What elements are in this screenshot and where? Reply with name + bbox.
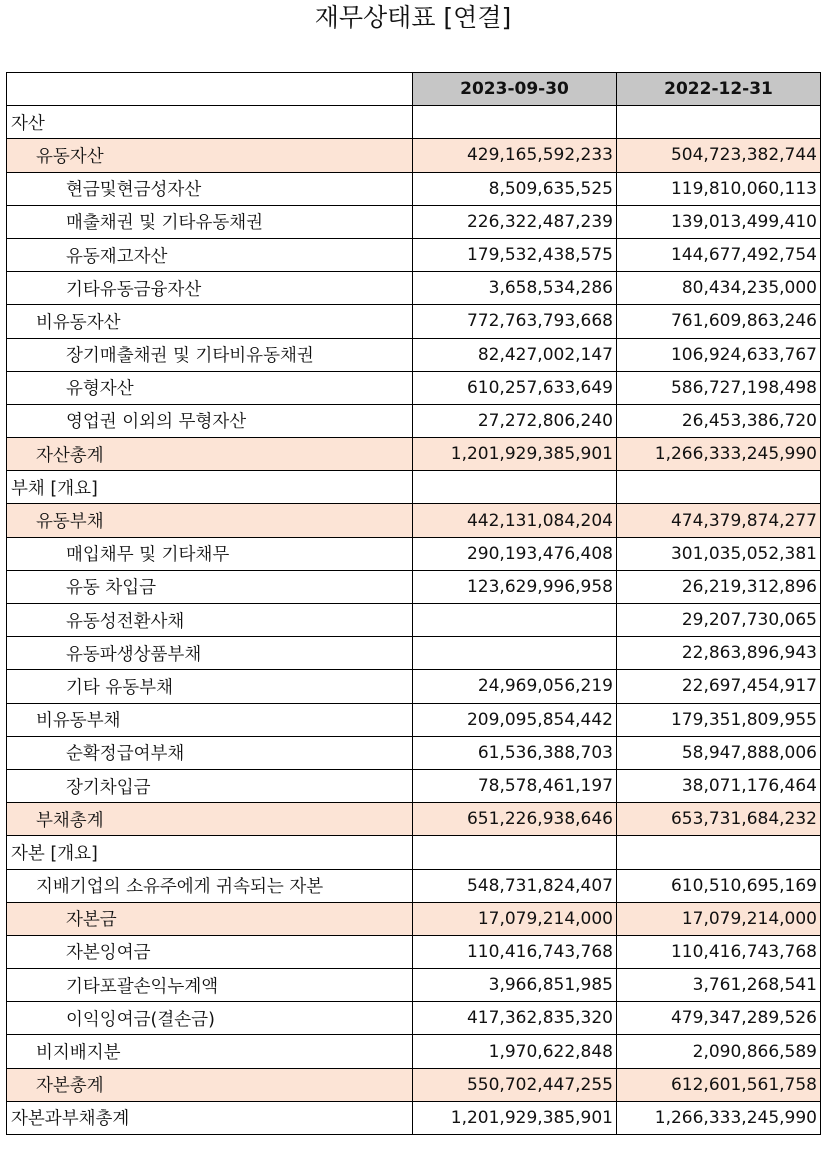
column-header-period-1: 2023-09-30 <box>413 73 617 106</box>
value-2022-12-31: 119,810,060,113 <box>617 172 821 205</box>
table-row <box>7 1002 821 1035</box>
value-2022-12-31: 504,723,382,744 <box>617 139 821 172</box>
table-row <box>7 371 821 404</box>
row-label: 부채 [개요] <box>7 471 413 504</box>
table-row <box>7 537 821 570</box>
row-label: 비지배지분 <box>7 1035 413 1068</box>
row-label: 자본금 <box>7 902 413 935</box>
value-2022-12-31: 2,090,866,589 <box>617 1035 821 1068</box>
row-label: 기타유동금융자산 <box>7 272 413 305</box>
value-2022-12-31: 612,601,561,758 <box>617 1068 821 1101</box>
value-2022-12-31: 610,510,695,169 <box>617 869 821 902</box>
value-2023-09-30: 1,201,929,385,901 <box>413 438 617 471</box>
table-row <box>7 570 821 603</box>
value-2022-12-31: 26,453,386,720 <box>617 404 821 437</box>
table-row <box>7 869 821 902</box>
value-2022-12-31 <box>617 106 821 139</box>
value-2023-09-30: 442,131,084,204 <box>413 504 617 537</box>
value-2022-12-31: 26,219,312,896 <box>617 570 821 603</box>
value-2023-09-30: 550,702,447,255 <box>413 1068 617 1101</box>
value-2023-09-30: 27,272,806,240 <box>413 404 617 437</box>
table-row <box>7 338 821 371</box>
row-label: 자산총계 <box>7 438 413 471</box>
value-2023-09-30: 24,969,056,219 <box>413 670 617 703</box>
balance-sheet-table <box>6 72 821 1135</box>
value-2023-09-30 <box>413 471 617 504</box>
value-2022-12-31: 586,727,198,498 <box>617 371 821 404</box>
row-label: 매출채권 및 기타유동채권 <box>7 205 413 238</box>
value-2023-09-30: 123,629,996,958 <box>413 570 617 603</box>
value-2022-12-31: 110,416,743,768 <box>617 935 821 968</box>
value-2022-12-31: 179,351,809,955 <box>617 703 821 736</box>
row-label: 비유동자산 <box>7 305 413 338</box>
table-row <box>7 172 821 205</box>
value-2022-12-31: 3,761,268,541 <box>617 969 821 1002</box>
value-2022-12-31: 29,207,730,065 <box>617 604 821 637</box>
value-2022-12-31: 17,079,214,000 <box>617 902 821 935</box>
table-row <box>7 1101 821 1134</box>
row-label: 자본 [개요] <box>7 836 413 869</box>
row-label: 지배기업의 소유주에게 귀속되는 자본 <box>7 869 413 902</box>
value-2022-12-31: 38,071,176,464 <box>617 769 821 802</box>
table-row <box>7 670 821 703</box>
row-label: 자본총계 <box>7 1068 413 1101</box>
table-row <box>7 139 821 172</box>
row-label: 비유동부채 <box>7 703 413 736</box>
value-2023-09-30: 78,578,461,197 <box>413 769 617 802</box>
page-title: 재무상태표 [연결] <box>314 3 512 32</box>
value-2023-09-30 <box>413 604 617 637</box>
value-2023-09-30 <box>413 836 617 869</box>
value-2023-09-30: 17,079,214,000 <box>413 902 617 935</box>
row-label: 현금및현금성자산 <box>7 172 413 205</box>
value-2022-12-31: 144,677,492,754 <box>617 238 821 271</box>
value-2023-09-30: 610,257,633,649 <box>413 371 617 404</box>
table-row <box>7 106 821 139</box>
value-2023-09-30: 3,966,851,985 <box>413 969 617 1002</box>
table-row <box>7 604 821 637</box>
value-2023-09-30 <box>413 637 617 670</box>
row-label: 자산 <box>7 106 413 139</box>
row-label: 유형자산 <box>7 371 413 404</box>
table-row <box>7 205 821 238</box>
table-row <box>7 736 821 769</box>
value-2022-12-31: 22,863,896,943 <box>617 637 821 670</box>
table-row <box>7 935 821 968</box>
value-2023-09-30: 417,362,835,320 <box>413 1002 617 1035</box>
table-row <box>7 272 821 305</box>
row-label: 유동 차입금 <box>7 570 413 603</box>
value-2023-09-30: 8,509,635,525 <box>413 172 617 205</box>
table-body <box>7 106 821 1135</box>
value-2023-09-30 <box>413 106 617 139</box>
row-label: 장기차입금 <box>7 769 413 802</box>
value-2023-09-30: 82,427,002,147 <box>413 338 617 371</box>
table-row <box>7 769 821 802</box>
row-label: 영업권 이외의 무형자산 <box>7 404 413 437</box>
table-row <box>7 471 821 504</box>
table-row <box>7 803 821 836</box>
value-2023-09-30: 548,731,824,407 <box>413 869 617 902</box>
value-2023-09-30: 1,201,929,385,901 <box>413 1101 617 1134</box>
table-row <box>7 238 821 271</box>
value-2022-12-31: 80,434,235,000 <box>617 272 821 305</box>
table-row <box>7 703 821 736</box>
value-2023-09-30: 209,095,854,442 <box>413 703 617 736</box>
value-2023-09-30: 772,763,793,668 <box>413 305 617 338</box>
row-label: 유동재고자산 <box>7 238 413 271</box>
value-2023-09-30: 226,322,487,239 <box>413 205 617 238</box>
table-header-row <box>7 73 821 106</box>
table-row <box>7 305 821 338</box>
value-2022-12-31: 479,347,289,526 <box>617 1002 821 1035</box>
row-label: 유동성전환사채 <box>7 604 413 637</box>
table-row <box>7 836 821 869</box>
row-label: 자본과부채총계 <box>7 1101 413 1134</box>
value-2022-12-31: 22,697,454,917 <box>617 670 821 703</box>
value-2022-12-31: 106,924,633,767 <box>617 338 821 371</box>
value-2022-12-31: 474,379,874,277 <box>617 504 821 537</box>
value-2022-12-31: 301,035,052,381 <box>617 537 821 570</box>
row-label: 이익잉여금(결손금) <box>7 1002 413 1035</box>
column-header-period-2: 2022-12-31 <box>617 73 821 106</box>
value-2022-12-31: 761,609,863,246 <box>617 305 821 338</box>
row-label: 유동파생상품부채 <box>7 637 413 670</box>
value-2023-09-30: 651,226,938,646 <box>413 803 617 836</box>
table-row <box>7 637 821 670</box>
table-row <box>7 1035 821 1068</box>
row-label: 부채총계 <box>7 803 413 836</box>
row-label: 기타포괄손익누계액 <box>7 969 413 1002</box>
header-blank-cell <box>7 73 413 106</box>
table-row <box>7 969 821 1002</box>
table-row <box>7 504 821 537</box>
value-2023-09-30: 179,532,438,575 <box>413 238 617 271</box>
table-row <box>7 1068 821 1101</box>
row-label: 장기매출채권 및 기타비유동채권 <box>7 338 413 371</box>
row-label: 매입채무 및 기타채무 <box>7 537 413 570</box>
value-2022-12-31: 139,013,499,410 <box>617 205 821 238</box>
value-2023-09-30: 290,193,476,408 <box>413 537 617 570</box>
value-2023-09-30: 110,416,743,768 <box>413 935 617 968</box>
value-2022-12-31: 1,266,333,245,990 <box>617 438 821 471</box>
row-label: 자본잉여금 <box>7 935 413 968</box>
value-2023-09-30: 3,658,534,286 <box>413 272 617 305</box>
table-row <box>7 902 821 935</box>
table-row <box>7 438 821 471</box>
row-label: 기타 유동부채 <box>7 670 413 703</box>
row-label: 순확정급여부채 <box>7 736 413 769</box>
value-2022-12-31 <box>617 471 821 504</box>
value-2022-12-31 <box>617 836 821 869</box>
value-2022-12-31: 653,731,684,232 <box>617 803 821 836</box>
table-row <box>7 404 821 437</box>
value-2023-09-30: 61,536,388,703 <box>413 736 617 769</box>
value-2023-09-30: 1,970,622,848 <box>413 1035 617 1068</box>
row-label: 유동자산 <box>7 139 413 172</box>
value-2022-12-31: 58,947,888,006 <box>617 736 821 769</box>
value-2022-12-31: 1,266,333,245,990 <box>617 1101 821 1134</box>
value-2023-09-30: 429,165,592,233 <box>413 139 617 172</box>
row-label: 유동부채 <box>7 504 413 537</box>
